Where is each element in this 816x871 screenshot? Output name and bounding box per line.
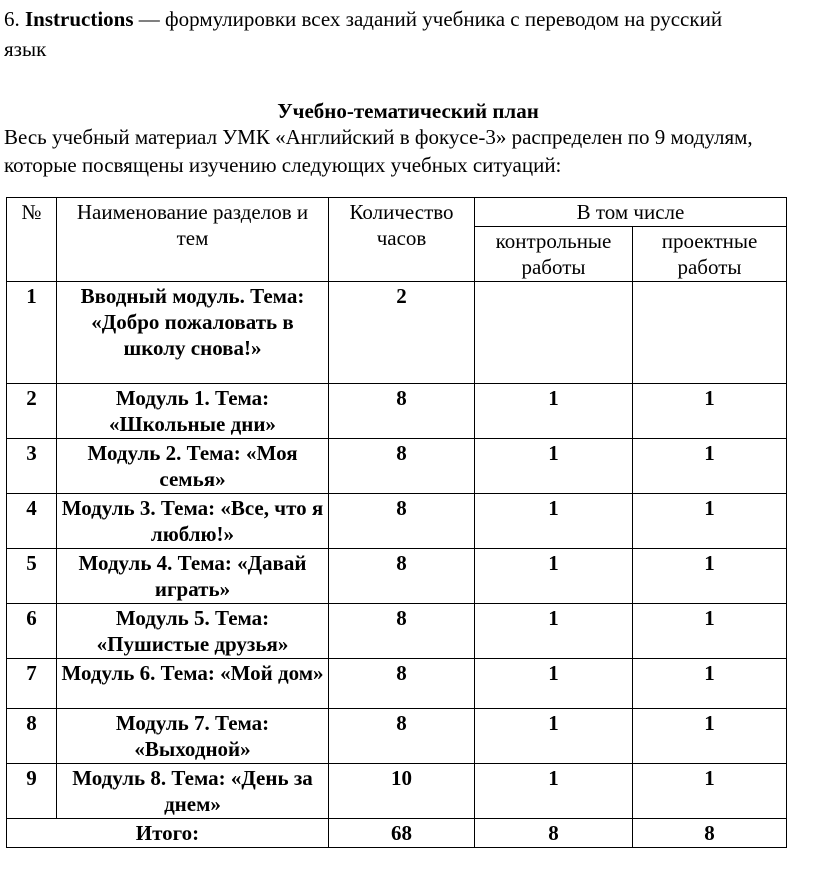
- row-section-name: Модуль 5. Тема: «Пушистые друзья»: [57, 604, 329, 659]
- intro-line-2: язык: [4, 37, 47, 61]
- row-control-works: 1: [475, 384, 633, 439]
- study-plan-table: [6, 197, 787, 848]
- row-section-name: Модуль 2. Тема: «Моя семья»: [57, 439, 329, 494]
- table-row: [7, 439, 787, 494]
- row-project-works: 1: [633, 659, 787, 709]
- row-hours: 8: [329, 604, 475, 659]
- row-section-name: Модуль 3. Тема: «Все, что я люблю!»: [57, 494, 329, 549]
- row-control-works: 1: [475, 604, 633, 659]
- table-row: [7, 764, 787, 819]
- row-hours: 2: [329, 282, 475, 384]
- table-row: [7, 282, 787, 384]
- total-control: 8: [475, 819, 633, 848]
- row-number: 5: [7, 549, 57, 604]
- row-number: 2: [7, 384, 57, 439]
- row-number: 1: [7, 282, 57, 384]
- row-number: 9: [7, 764, 57, 819]
- row-hours: 8: [329, 659, 475, 709]
- row-section-name: Модуль 1. Тема: «Школьные дни»: [57, 384, 329, 439]
- row-project-works: 1: [633, 439, 787, 494]
- intro-text: — формулировки всех заданий учебника с переводом на русский: [133, 7, 723, 31]
- intro-number: 6.: [4, 7, 20, 31]
- row-project-works: 1: [633, 494, 787, 549]
- plan-title: Учебно-тематический план: [277, 99, 539, 123]
- row-project-works: 1: [633, 604, 787, 659]
- row-hours: 8: [329, 709, 475, 764]
- table-row: [7, 659, 787, 709]
- row-hours: 8: [329, 494, 475, 549]
- header-number: №: [7, 198, 57, 282]
- row-control-works: 1: [475, 549, 633, 604]
- row-number: 8: [7, 709, 57, 764]
- row-control-works: 1: [475, 439, 633, 494]
- row-project-works: 1: [633, 549, 787, 604]
- row-project-works: 1: [633, 764, 787, 819]
- row-hours: 8: [329, 549, 475, 604]
- table-row: [7, 604, 787, 659]
- header-including: В том числе: [475, 198, 787, 227]
- header-control-works: контрольные работы: [475, 227, 633, 282]
- header-section-name: Наименование разделов и тем: [57, 198, 329, 282]
- plan-description-line-2: которые посвящены изучению следующих учебных ситуаций:: [4, 153, 562, 177]
- table-row: [7, 709, 787, 764]
- row-section-name: Модуль 8. Тема: «День за днем»: [57, 764, 329, 819]
- row-number: 3: [7, 439, 57, 494]
- row-number: 4: [7, 494, 57, 549]
- row-hours: 10: [329, 764, 475, 819]
- row-number: 6: [7, 604, 57, 659]
- row-section-name: Модуль 4. Тема: «Давай играть»: [57, 549, 329, 604]
- row-hours: 8: [329, 384, 475, 439]
- table-row: [7, 494, 787, 549]
- total-project: 8: [633, 819, 787, 848]
- row-control-works: [475, 282, 633, 384]
- row-project-works: 1: [633, 709, 787, 764]
- row-hours: 8: [329, 439, 475, 494]
- row-section-name: Вводный модуль. Тема: «Добро пожаловать в школу снова!»: [57, 282, 329, 384]
- row-control-works: 1: [475, 659, 633, 709]
- row-section-name: Модуль 6. Тема: «Мой дом»: [57, 659, 329, 709]
- header-hours: Количество часов: [329, 198, 475, 282]
- row-control-works: 1: [475, 764, 633, 819]
- intro-keyword: Instructions: [25, 7, 134, 31]
- table-row: [7, 384, 787, 439]
- row-control-works: 1: [475, 709, 633, 764]
- intro-line-1: [4, 6, 722, 32]
- row-section-name: Модуль 7. Тема: «Выходной»: [57, 709, 329, 764]
- row-project-works: [633, 282, 787, 384]
- table-total-row: [7, 819, 787, 848]
- plan-description-line-1: Весь учебный материал УМК «Английский в фокусе-3» распределен по 9 модулям,: [4, 125, 753, 149]
- row-number: 7: [7, 659, 57, 709]
- row-control-works: 1: [475, 494, 633, 549]
- table-header-row: [7, 198, 787, 227]
- header-project-works: проектные работы: [633, 227, 787, 282]
- row-project-works: 1: [633, 384, 787, 439]
- total-label: Итого:: [7, 819, 329, 848]
- total-hours: 68: [329, 819, 475, 848]
- table-row: [7, 549, 787, 604]
